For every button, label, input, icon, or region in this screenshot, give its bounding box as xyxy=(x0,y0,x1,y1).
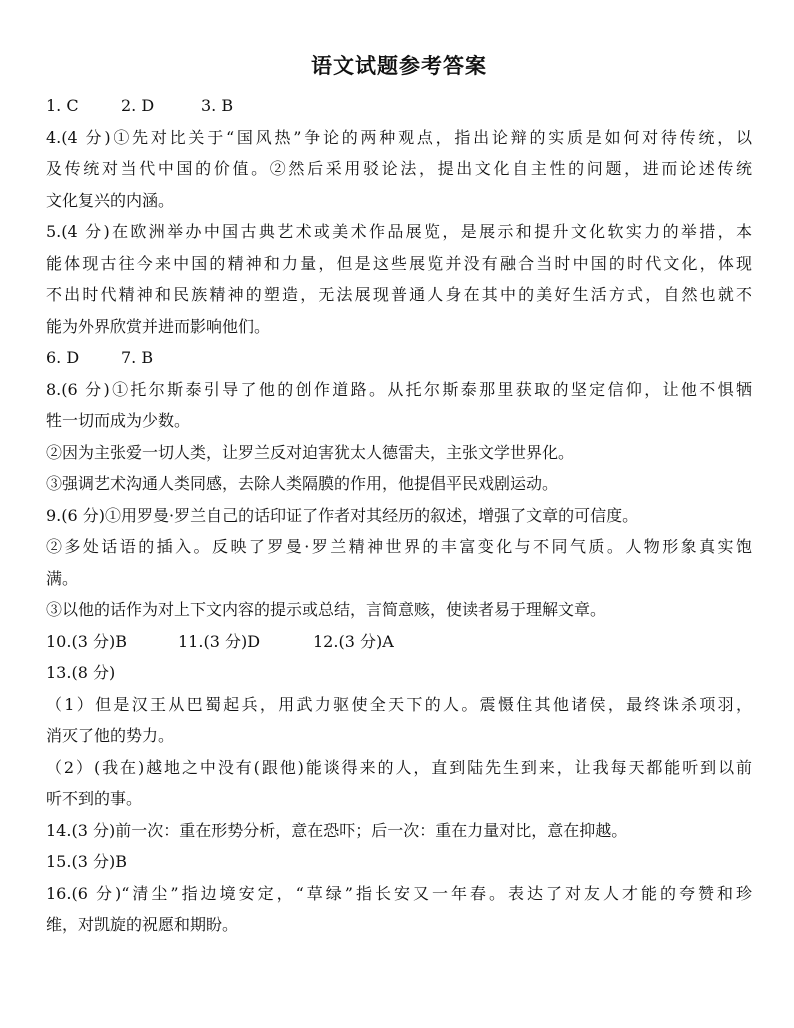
text-line: 文化复兴的内涵。 xyxy=(46,190,175,210)
text-line: ③以他的话作为对上下文内容的提示或总结，言简意赅，使读者易于理解文章。 xyxy=(46,600,607,619)
text-line: 15.(3 分)B xyxy=(46,852,127,871)
answer-1: 1. C xyxy=(46,96,79,115)
answer-q8 xyxy=(46,374,752,500)
text-line: 13.(8 分) xyxy=(46,663,116,682)
answer-7: 7. B xyxy=(121,348,154,367)
answer-q9 xyxy=(46,500,752,626)
answer-q5 xyxy=(46,216,752,342)
text-line: 16.(6 分)“清尘”指边境安定，“草绿”指长安又一年春。表达了对友人才能的夸赞和珍 xyxy=(46,883,752,903)
text-line: 能体现古往今来中国的精神和力量，但是这些展览并没有融合当时中国的时代文化，体现 xyxy=(46,253,752,273)
answer-row-6-7 xyxy=(46,342,752,374)
text-line: ②因为主张爱一切人类，让罗兰反对迫害犹太人德雷夫，主张文学世界化。 xyxy=(46,442,575,462)
answer-2: 2. D xyxy=(121,96,155,115)
answer-q15 xyxy=(46,846,752,878)
answer-q13 xyxy=(46,657,752,815)
answer-6: 6. D xyxy=(46,348,80,367)
text-line: 能为外界欣赏并进而影响他们。 xyxy=(46,316,271,336)
text-line: 8.(6 分)①托尔斯泰引导了他的创作道路。从托尔斯泰那里获取的坚定信仰，让他不惧牺 xyxy=(46,379,752,399)
answer-row-1-3 xyxy=(46,90,752,122)
answer-row-10-12 xyxy=(46,626,752,658)
text-line: 听不到的事。 xyxy=(46,789,143,808)
answer-3: 3. B xyxy=(201,96,234,115)
answer-q16 xyxy=(46,878,752,941)
text-line: 消灭了他的势力。 xyxy=(46,726,175,745)
text-line: 牲一切而成为少数。 xyxy=(46,411,191,430)
text-line: 不出时代精神和民族精神的塑造，无法展现普通人身在其中的美好生活方式，自然也就不 xyxy=(46,285,752,304)
text-line: （2）(我在)越地之中没有(跟他)能谈得来的人，直到陆先生到来，让我每天都能听到以前 xyxy=(46,757,752,777)
text-line: 及传统对当代中国的价值。②然后采用驳论法，提出文化自主性的问题，进而论述传统 xyxy=(46,159,752,178)
text-line: ③强调艺术沟通人类同感，去除人类隔膜的作用，他提倡平民戏剧运动。 xyxy=(46,474,559,493)
answer-q14 xyxy=(46,815,752,847)
text-line: 4.(4 分)①先对比关于“国风热”争论的两种观点，指出论辩的实质是如何对待传统，以 xyxy=(46,127,752,147)
text-line: 9.(6 分)①用罗曼·罗兰自己的话印证了作者对其经历的叙述，增强了文章的可信度。 xyxy=(46,505,639,525)
answer-12: 12.(3 分)A xyxy=(313,631,394,651)
text-line: （1）但是汉王从巴蜀起兵，用武力驱使全天下的人。震慑住其他诸侯，最终诛杀项羽， xyxy=(46,694,752,714)
answer-10: 10.(3 分)B xyxy=(46,631,127,651)
answer-q4 xyxy=(46,122,752,217)
page-title: 语文试题参考答案 xyxy=(311,53,487,78)
answer-11: 11.(3 分)D xyxy=(178,631,261,651)
text-line: 14.(3 分)前一次：重在形势分析，意在恐吓；后一次：重在力量对比，意在抑越。 xyxy=(46,820,628,840)
answer-sheet xyxy=(46,50,752,941)
text-line: 5.(4 分)在欧洲举办中国古典艺术或美术作品展览，是展示和提升文化软实力的举措，本 xyxy=(46,222,752,241)
text-line: ②多处话语的插入。反映了罗曼·罗兰精神世界的丰富变化与不同气质。人物形象真实饱 xyxy=(46,537,752,556)
text-line: 满。 xyxy=(46,568,79,588)
text-line: 维，对凯旋的祝愿和期盼。 xyxy=(46,915,239,934)
